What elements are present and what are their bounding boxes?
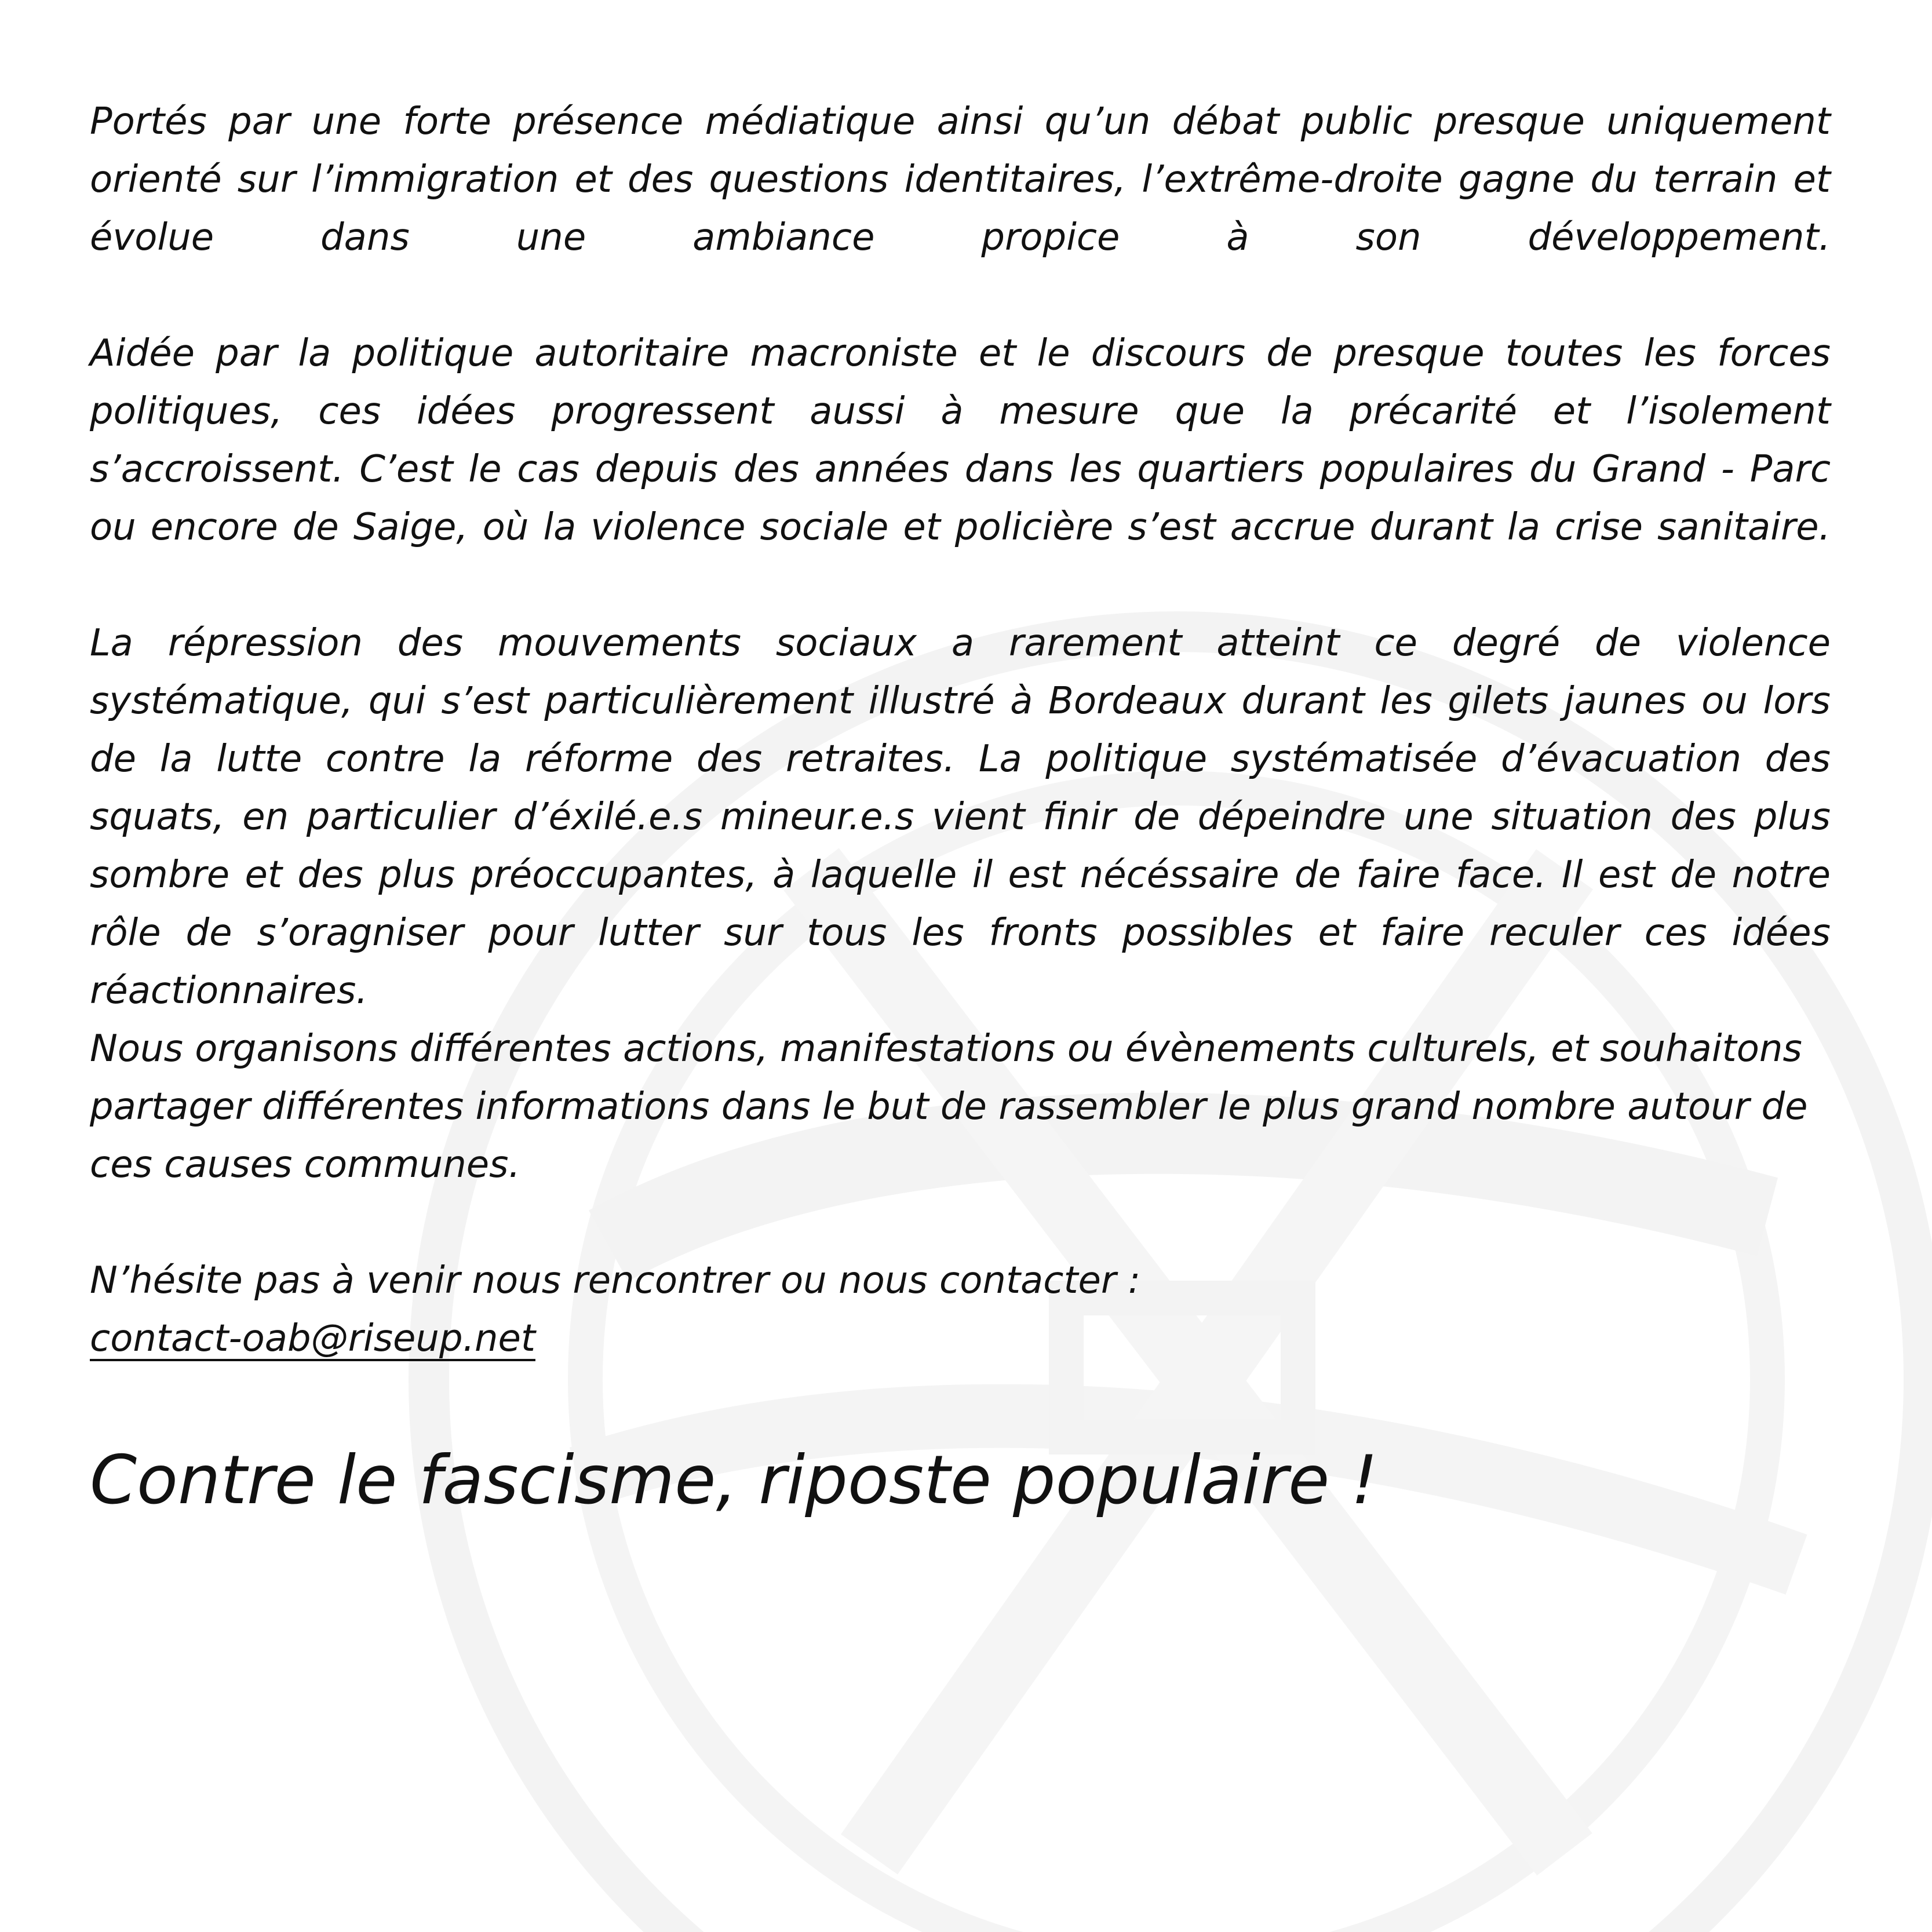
paragraph-actions: Nous organisons différentes actions, manifestations ou évènements culturels, et souhaitons partager différentes informations dans le but de rassembler le plus grand nombre autour de ces causes communes. (90, 1027, 1808, 1186)
slogan-heading: Contre le fascisme, riposte populaire ! (90, 1441, 1378, 1519)
paragraph-intro: Portés par une forte présence médiatique ainsi qu’un débat public presque uniquement orienté sur l’immigration et des questions identitaires, l’extrême-droite gagne du terrain et évolue dans une ambiance propice à son développement. (90, 100, 1831, 259)
paragraph-repression: La répression des mouvements sociaux a rarement atteint ce degré de violence systématique, qui s’est particulièrement illustré à Bordeaux durant les gilets jaunes ou lors de la lutte contre la réforme des retraites. La politique systématisée d’évacuation des squats, en particulier d’éxilé.e.s mineur.e.s vient finir de dépeindre une situation des plus sombre et des plus préoccupantes, à laquelle il est nécéssaire de faire face. Il est de notre rôle de s’oragniser pour lutter sur tous les fronts possibles et faire reculer ces idées réactionnaires. (90, 622, 1831, 1012)
paragraph-context: Aidée par la politique autoritaire macroniste et le discours de presque toutes les forces politiques, ces idées progressent aussi à mesure que la précarité et l’isolement s’accroissent. C’est le cas depuis des années dans les quartiers populaires du Grand - Parc ou encore de Saige, où la violence sociale et policière s’est accrue durant la crise sanitaire. (90, 332, 1831, 549)
paragraph-contact-invite: N’hésite pas à venir nous rencontrer ou nous contacter : (90, 1259, 1141, 1302)
contact-email-link[interactable]: contact-oab@riseup.net (90, 1317, 535, 1360)
